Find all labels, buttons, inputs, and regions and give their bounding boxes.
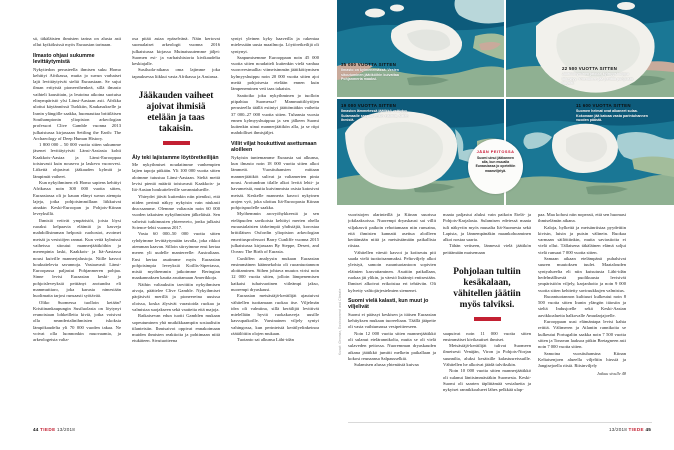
map-panel-title: 11 600 VUOTTA SITTEN <box>576 103 631 108</box>
ice-age-map <box>337 0 674 205</box>
body-paragraph: Noin 12 000 vuotta sitten mannerjäätikkö oli sulanut etelärannikolta, mutta se oli vielä sulaveden peitossa. Nuoremman dryaskauden aikana jäätikkö jumitti melkein paikallaan ja kokosi reunaansa Salpausselkiä. <box>348 330 436 361</box>
page-number: 44 <box>33 427 39 432</box>
pull-quote-underline <box>163 141 190 145</box>
body-paragraph: Susiluola-aikana oma lajimme joka tapauksessa liikkui vasta Afrikassa ja Aasiassa. <box>132 67 220 79</box>
body-paragraph: Kun nykyihminen eli Homo sapiens kehittyi Afrikassa noin 300 000 vuotta sitten, Euraasiassa oli jo kauan elänyt suvun aiempia lajeja, jotka pohjoisimmillaan liikkuivat ainakin Keski-Euroopan ja Pohjois-Kiinan leveyksillä. <box>33 179 121 217</box>
left-column-3 <box>231 36 319 420</box>
map-panel-title: 22 500 VUOTTA SITTEN <box>562 66 618 71</box>
map-panel-caption: Ilmaston lämmetessä jäätikkö vetäytyy. Sulamaalle saapuu ensin eläimiä, sitten ihmisiä. <box>341 109 409 123</box>
body-paragraph: saapuivat noin 11 000 vuotta sitten ensimmäiset kivikautiset ihmiset. <box>443 330 531 342</box>
photo-credit: Kuvat: Geomar, Environment and Climate <box>338 288 342 355</box>
body-paragraph: paa. Maa kohosi niin nopeasti, että sen huomasi ihmiselämän aikana. <box>538 212 626 224</box>
body-paragraph: Nykytiedon perusteella ihmisen suku Homo kehittyi Afrikassa, mutta jo suvun varhaiset lajit levittäytyivät sieltä Euraasiaan. Se sujui ilman erityistä pioneerihenkeä, sillä ilmasto vaihteli kausittain, ja leutoina aikoina suotuisa elinympäristö ylsi Länsi-Aasiaan asti. Afrikka ulottui käytännössä Turkkiin, Kaukasukselle ja Iranin ylängölle saakka, huomauttaa brittiläisen Southamptonin yliopiston arkeologian professori Clive Gamble vuonna 2013 julkaistussa kirjassaan Settling the Earth: The Archaeology of Deep Human History. <box>33 66 121 141</box>
body-paragraph: Sulamisen alussa yhtenäistä kuivaa <box>354 362 419 368</box>
body-paragraph: Euraasian metsästäjä-keräilijät ajautuivat vähitellen tuottamaan ruokaa itse. Viljelmän idea oli valmiina, sillä keräilijät levittivät mielellään hyviä ruokakasveja uusille kasvupaikoille. Varsinainen viljely syntyi vahingossa, kun perinteistä keräilyelinkeinoa räätälöitiin olojen mukaan. <box>231 293 319 337</box>
section-heading-viljat: Villit viljat houkuttivat asettumaan aloilleen <box>231 141 317 154</box>
body-paragraph: vuoristojen alarinteillä ja Kiinan suurissa jokilaaksoissa. Nuorempi dryaskausi sai villit viljakasvit paikoin rehottamaan niin runsaina, että ihmisten kannatti asettua aloilleen keräämään niitä ja metsästämään paikallista riistaa. <box>348 212 436 249</box>
issue-number: 13/2018 <box>608 427 627 432</box>
section-heading-suomi: Suomi vielä kalasti, kun muut jo viljelivät <box>348 298 429 311</box>
body-paragraph: Eurooppaan uusi elämäntapa levisi kahta reittiä. Välimeren ja Atlantin rannikoita se kulkeutui Portugaliin saakka noin 7 500 vuotta sitten ja Tonavan laaksoa pitkin Bretagneen asti noin 7 000 vuotta sitten. <box>538 319 626 350</box>
body-paragraph: osa pitää asiaa epäselvänä. Näin kertovat suomalaiset arkeologit vuonna 2016 julkaistussa kirjassa Muinaisuutemme jäljet: Suomen esi- ja varhaishistoria kivikaudelta keskiajalle. <box>132 36 220 67</box>
map-panel-22500 <box>506 0 674 97</box>
body-paragraph: maata paljastui aluksi vain paikoin Etelä- ja Pohjois-Karjalasta. Sulamisen edetessä maata tuli näkyviin myös muualta Itä-Suomesta sekä Lapista, ja lännempänäkin maankohoaminen alkoi nostaa saaria. <box>443 212 531 243</box>
body-paragraph: Tuotanto sai alkunsa Lähi-idän <box>237 337 294 343</box>
page-number: 45 <box>645 427 651 432</box>
section-heading-aly: Äly teki lajistamme löytöretkeilijän <box>132 154 219 161</box>
body-paragraph: Kaloja, hylkeitä ja metsänriistaa pyydettiin kivisin, luisin ja puisin välinein. Ruokaa varmaan säilöttiinkin, mutta saviastioita ei vielä ollut. Tällaisena täkäläinen elämä soljui vielä runsaat 7 000 vuotta sitten. <box>538 224 626 255</box>
badge-caption: Suomi uinui jääkannen alla, kun muualla Euraasiassa jo opeteltiin maanviljelyä. <box>475 155 516 173</box>
map-panel-11600 <box>506 99 674 205</box>
body-paragraph: Saapumisemme Eurooppaan noin 45 000 vuotta sitten noudatteli kuitenkin vielä vanhaa vuorovesimallia: viimeisimmän jäätiköitymisen kylmyyshuippu noin 20 000 vuotta sitten ajoi meitä pohjoisesta etelään ennen kuin lämpeneminen veti taas takaisin. <box>231 54 319 92</box>
left-column-2 <box>132 36 220 420</box>
body-paragraph: Nykyisin tuntemamme Euraasia sai alkunsa, kun ilmasto noin 18 000 vuotta sitten alkoi lämmetä. Vuosituhansien mittaan mannerjäätiköt sulivat ja valtamerten pinta nousi. Arotundran tilalle alkoi levitä lehti- ja havumetsiä, mutta kuivimmista osista katosivat metsät. Keskelle mannerta kasvoi nykyinen arojen vyö, joka ulottuu Itä-Euroopasta Kiinan pohjoispuolelle saakka. <box>231 154 319 211</box>
body-paragraph: Me nykyihmiset noudatimme vanhempien lajien tapoja pitkään. Yli 100 000 vuotta sitten aloimme tutustua Länsi-Aasiaan. Sieltä meitä levisi pieniä määriä toistuvasti Kaakkois- ja Itä-Aasian houkutteleville savannialueille. <box>132 162 220 193</box>
map-graphic-35000 <box>337 0 504 97</box>
body-paragraph: Myöhemmin arovyöhykkeestä ja sen eteläpuolen savikoista kehittyi merten ohella euraasialaisten tärkeimpiä yhdistäjiä, korostaa brittiläisen Oxfordin yliopiston arkeologian emeritusprofessori Barry Cunliffe vuonna 2015 julkaistussa kirjassaan By Steppe, Desert, and Ocean: The Birth of Eurasia. <box>231 211 319 255</box>
body-paragraph: 1 800 000 – 50 000 vuotta sitten sukumme jäsenet levittäytyivät Länsi-Aasiasta kohti Kaakkois-Aasiaa ja Länsi-Eurooppaa toistuvasti kuin nouseva ja laskeva vuorovesi. Liikettä ohjasivat jääkauden kylmät ja lämpimät vaiheet. <box>33 142 121 179</box>
body-paragraph: Suomi ei päässyt keskisen ja itäisen Euraasian kehityksen mukaan tuoreeltaan. Täällä jääpeite oli vasta vaihtumassa vesipeitteeseen. <box>348 311 436 330</box>
body-paragraph: Cunliffen analyysin mukaan Euraasian ensimmäinen käännekohta oli ruoantuotannon aloittaminen. Siihen johtava muutos virisi noin 12 000 vuotta sitten, jolloin lämpenemisen katkaisi tuhatvuotinen viileämpi jakso, nuorempi dryaskausi. <box>231 255 319 292</box>
continued-on-note: Jatkuu sivulle 48 <box>596 371 626 377</box>
right-column-1 <box>348 212 436 420</box>
right-column-2 <box>443 212 531 420</box>
body-paragraph: Metsästäjä-keräilijät tulivat Suomeen ilmeisesti Venäjän, Viron ja Pohjois-Norjan suunnilta, aluksi kesäisille kalastusreissuille. Vähitellen he alkoivat jäädä talviksikin. <box>443 343 531 368</box>
map-panel-title: 19 000 VUOTTA SITTEN <box>341 103 397 108</box>
body-paragraph: Yhteydet jäivät kuitenkin niin pieniksi, että niiden perimä näkyy nykyisin vain niukasti dna:ssamme. Olemme valtaosin noin 60 000 vuoden takaisten nykyihmisten jälkeläisiä. Sen vahvisti tutkimusten yhteenveto, jonka julkaisi Science-lehti vuonna 2017. <box>132 193 220 231</box>
right-column-3 <box>538 212 626 420</box>
magazine-logo: TIEDE <box>40 427 56 432</box>
footer-rule <box>348 422 652 423</box>
body-paragraph: Samaan aikaan etelämpänä puhalsivat suuren muutoksen tuulet. Maatalouden syntyalueelta eli niin kutsutusta Lähi-idän hedelmällisestä puolikuusta levisivät ympäristöön viljely, karjanhoito ja noin 9 000 vuotta sitten kehitetty saviruukkujen valmistus. <box>538 256 626 293</box>
body-paragraph: Ratkaisevan edun tuotti Gamblen mukaan sopeutuminen yhä mutkikkaampiin sosiaalisiin tilanteisiin. Ihmisaivot oppivat ennakoimaan muiden ihmisten reaktioita ja pohtimaan niitä etukäteen. Sivutuotteena <box>132 313 220 344</box>
body-paragraph: Tähän vetiseen, lännessä vielä jäätikön peittämään maisemaan <box>443 243 531 255</box>
body-paragraph: Ihmisiä vetivät ympäristöt, joista löysi ruoaksi kelpaavia eläimiä ja kasveja mahdollisimman helposti: ruohostot, avoimet metsät ja vesistöjen rannat. Kun vettä kylmissä vaiheissa sitoutui mannerjäätiköihin ja merenpinta laski, Kaakkois- ja Itä-Aasiassa nousi kuiville mannerjalustoja. Niille kasvoi houkuttelevia savannoja. Vastaavasti Länsi-Euroopassa paljastui Pohjanmeren pohjaa. Sinne levisi Euraasian keski- ja pohjoisleveyksiä peittänyt arotundra eli mammuttiaro, joka karusta nimestään huolimatta tarjosi runsaasti syötävää. <box>33 217 121 299</box>
body-paragraph: Vasta 60 000–50 000 vuotta sitten ryhdyimme levittäytymään tavalla, joka rikkoi aiemman kaavan. Silloin siirryimme ensi kertaa meren yli uudelle mantereelle: Australiaan. Ensi kertaa asutimme myös Euraasian pohjoisimpia leveyksiä Koillis-Siperiassa, mistä myöhemmin jatkoimme Beringian maakannaksen kautta asuttamaan Amerikkoja. <box>132 231 220 281</box>
map-panel-title: 35 000 VUOTTA SITTEN <box>341 62 397 67</box>
section-heading-ilmasto: Ilmasto ohjasi sukumme levittäytymistä <box>33 53 95 66</box>
magazine-logo: TIEDE <box>628 427 644 432</box>
body-paragraph: Näihin valtauksiin tarvittiin nykyihmisen aivoja, päättelee Clive Gamble. Nykyihmiset pärjäsivät merillä ja pioneereina uusissa oloissa, koska älysivät varastoida ruokaa ja valmistaa suojakseen sekä vaatteita että majoja. <box>132 281 220 312</box>
map-panel-35000 <box>337 0 504 97</box>
left-page-footer <box>33 427 75 432</box>
map-panel-caption: Jäätiköityminen jatkuu, kylmyyshuippu lähestyy. Yhtenäinen jää peittää pohjoista laajalti. <box>562 72 633 86</box>
body-paragraph: Samoina vuosituhansina Kiinan Keltaisenjoen alueella viljeltiin hirssiä ja Jangtsejoella riisiä. Riisinviljely <box>538 350 626 369</box>
body-paragraph: syntyi yleinen kyky haaveilla ja rakentaa mielessään uusia maailmoja. Löytöretkeilijä oli syntynyt. <box>231 36 319 54</box>
map-panel-caption: Suomen helmat ovat alkaneet sulaa. Kokonaan jää katoaa vasta parintuhannen vuoden päästä. <box>576 109 648 123</box>
body-paragraph: sä, täkäläisten ihmisten tarina on alusta asti ollut kytköksissä myös Euraasian tarinaan. <box>33 36 121 48</box>
pull-quote-underline <box>474 317 501 321</box>
body-paragraph: Vähitellen väestö kasvoi ja kotiseutu piti saada vielä tuottoisammaksi. Peltoviljely alkoi yleistyä, samoin ruoantuotantoon sopivien eläinten kasvattaminen. Asuttiin paikallaan, ruokaa jäi ylikin, ja väestö lisääntyi entisestään. Ihmiset alkoivat erikoistua eri tehtäviin. Oli kylvetty valtiojärjestelmien siemenet. <box>348 249 436 293</box>
pull-quote-pohjola: Pohjolaan tultiin kesäkalaan, vähitellen jäätiin myös talviksi. <box>453 267 521 311</box>
body-paragraph: Oliko Suomessa tuolloin ketään? Kristiinankaupungin Susiluolasta on löytynyt reunoistaan lohkeilleita kiviä, jotka voisivat olla neandertalinihmisten iskoksia lämpökaudelta yli 70 000 vuoden takaa. Ne voivat olla luonnonkin muovaamia, ja arkeologeista valta- <box>33 299 121 343</box>
issue-number: 13/2018 <box>57 427 76 432</box>
right-page-footer <box>609 427 651 432</box>
body-paragraph: Ruoantuotannon kulttuuri kulkeutui noin 8 500 vuotta sitten Iranin ylängön itäosiin ja sieltä Indusjoelle sekä Keski-Aasian aavikkoaluetta halkovalle Amudarjajoelle. <box>538 293 626 318</box>
page-right <box>337 0 674 450</box>
pull-quote-jaakausi: Jääkauden vaiheet ajoivat ihmisiä etelään ja taas takaisin. <box>138 91 214 135</box>
body-paragraph: Noin 10 000 vuotta sitten mannerjäätikkö oli sulanut läntisimmästäkin Suomesta. Keski-Suomi oli saarten täplittämää vesialuetta ja nykyiset rannikkoalueet lähes pelkkää ulap- <box>443 368 531 393</box>
ice-cover-badge <box>468 139 523 194</box>
map-panel-caption: Ilmasto on kylmenemässä. Vesien sitoutuminen jäätiköihin kuivattaa Pohjanmerta maaksi. <box>341 68 399 82</box>
badge-title: JÄÄN PEITOSSA <box>476 149 515 154</box>
left-column-1 <box>33 36 121 420</box>
body-paragraph: Saattoiko joku nykyihminen jo tuolloin piipahtaa Suomessa? Mammuttilöytöjen perusteella täällä esiintyi jäättömiäkin vaiheita 37 000–27 000 vuotta sitten. Tuhansia vuosia ennen kylmyyshuippua ja sen jälkeen Suomi kuitenkin uinui mannerjäätikön alla, ja se riipi mahdolliset ihmisjäljet. <box>231 92 319 136</box>
